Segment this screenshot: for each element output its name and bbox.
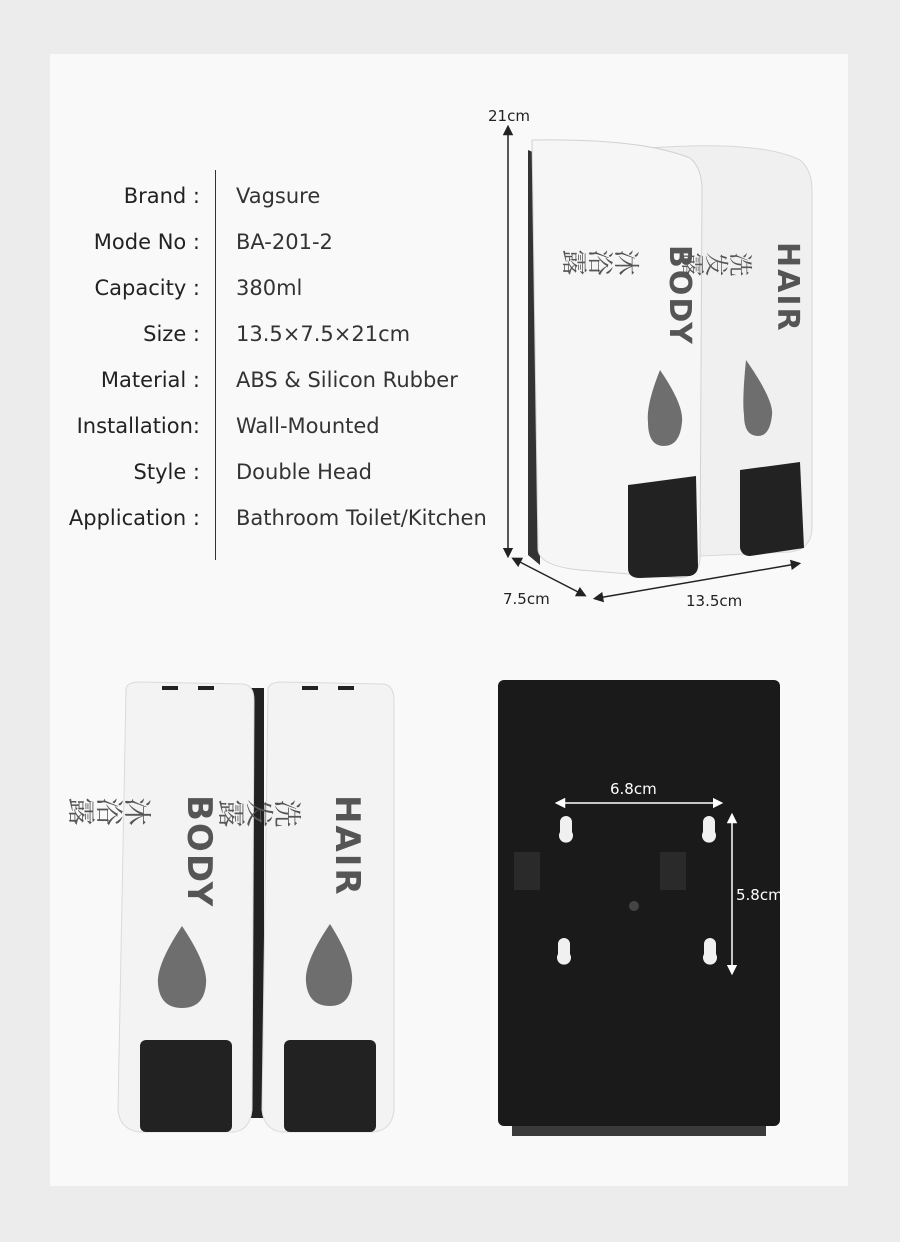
spec-value-style: Double Head <box>236 460 372 484</box>
depth-dimension-label: 7.5cm <box>503 590 550 608</box>
body-label-en-front: BODY <box>179 795 219 909</box>
spec-value-brand: Vagsure <box>236 184 321 208</box>
body-label-en-top: BODY <box>662 245 697 346</box>
spec-value-model: BA-201-2 <box>236 230 333 254</box>
spec-label-installation: Installation: <box>76 414 200 438</box>
hair-label-cn-front: 洗发露 <box>218 795 302 829</box>
spec-label-capacity: Capacity : <box>94 276 200 300</box>
body-label-cn-front: 沐浴露 <box>68 793 152 827</box>
width-dimension-label: 13.5cm <box>686 592 743 610</box>
hair-label-cn-top: 洗发露 <box>681 248 753 276</box>
hair-label-en-front: HAIR <box>327 795 367 897</box>
hole-horizontal-label: 6.8cm <box>610 780 657 798</box>
hair-label-en-top: HAIR <box>770 242 805 333</box>
spec-label-model: Mode No : <box>93 230 200 254</box>
spec-label-brand: Brand : <box>123 184 200 208</box>
spec-value-material: ABS & Silicon Rubber <box>236 368 458 392</box>
spec-label-application: Application : <box>68 506 200 530</box>
spec-value-capacity: 380ml <box>236 276 303 300</box>
spec-label-size: Size : <box>143 322 200 346</box>
body-label-cn-top: 沐浴露 <box>562 245 640 275</box>
height-dimension-label: 21cm <box>488 107 530 125</box>
spec-value-size: 13.5×7.5×21cm <box>236 322 411 346</box>
spec-value-installation: Wall-Mounted <box>236 414 380 438</box>
hole-vertical-label: 5.8cm <box>736 886 783 904</box>
spec-label-style: Style : <box>133 460 200 484</box>
spec-label-material: Material : <box>100 368 200 392</box>
spec-value-application: Bathroom Toilet/Kitchen <box>236 506 487 530</box>
